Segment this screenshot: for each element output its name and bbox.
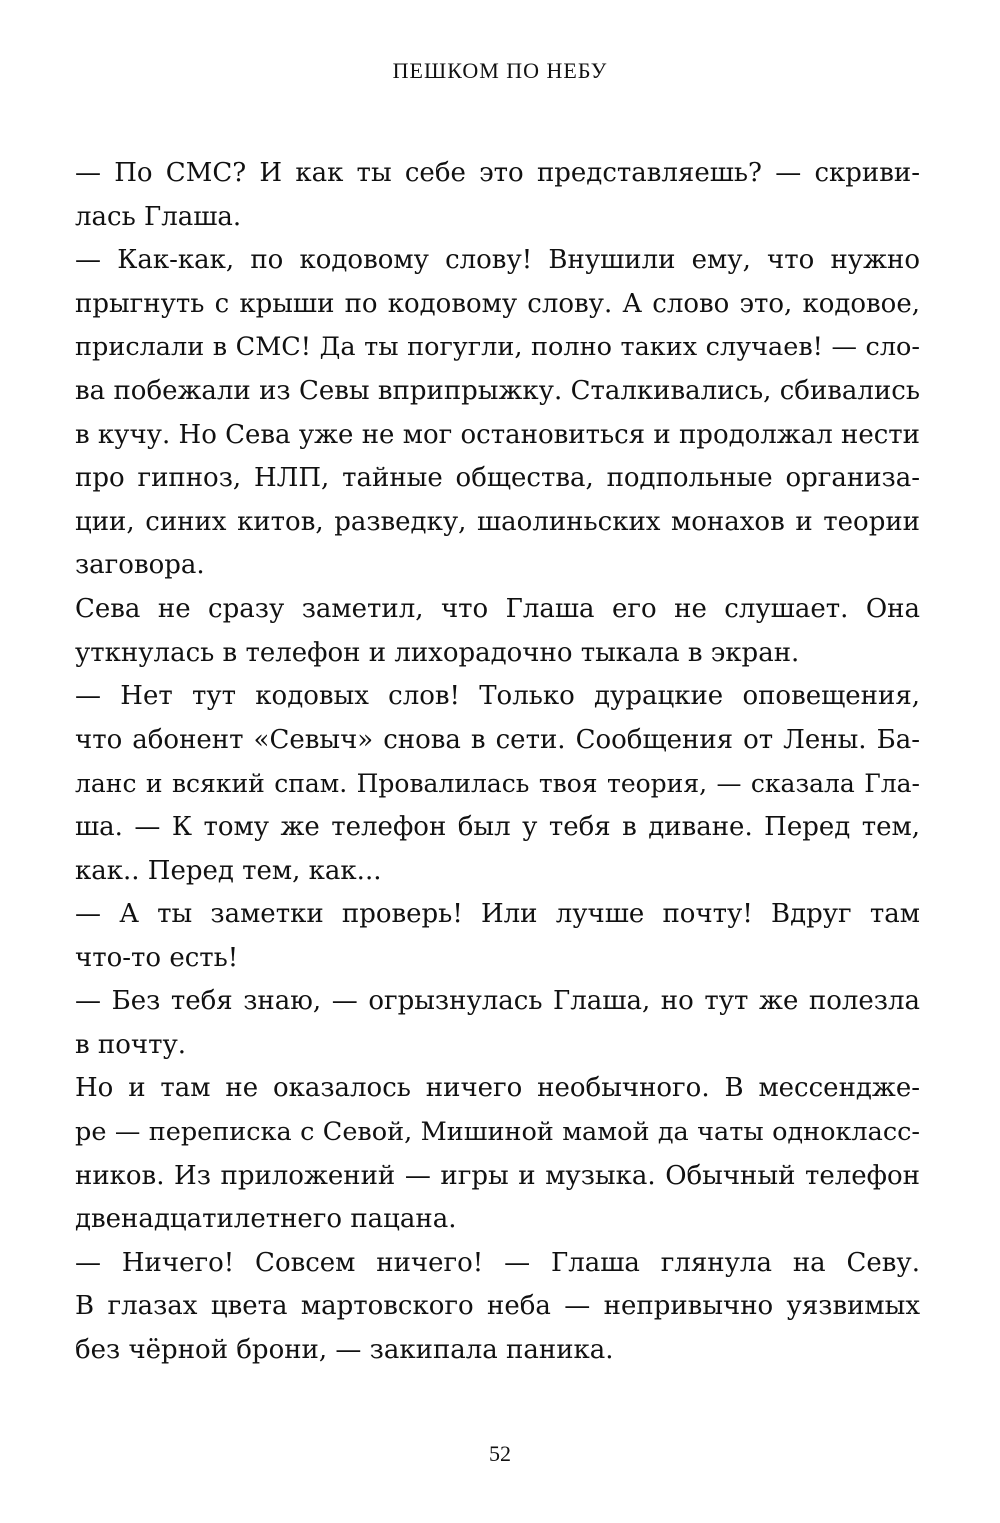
- text-line: — По СМС? И как ты себе это представляешь? — скриви-: [75, 158, 920, 188]
- text-line: ре — переписка с Севой, Мишиной мамой да чаты однокласс-: [75, 1117, 920, 1148]
- text-line: что-то есть!: [75, 942, 239, 973]
- body-text: [75, 152, 920, 1373]
- text-line: уткнулась в телефон и лихорадочно тыкала в экран.: [75, 637, 800, 668]
- text-line: как.. Перед тем, как...: [75, 855, 382, 886]
- text-line: — А ты заметки проверь! Или лучше почту! Вдруг там: [75, 899, 920, 930]
- text-line: — Как-как, по кодовому слову! Внушили ему, что нужно: [75, 245, 920, 276]
- text-line: про гипноз, НЛП, тайные общества, подпольные организа-: [75, 463, 920, 494]
- text-line: лась Глаша.: [75, 201, 242, 232]
- text-line: Но и там не оказалось ничего необычного. В мессендже-: [75, 1073, 920, 1104]
- text-line: — Ничего! Совсем ничего! — Глаша глянула на Севу.: [75, 1247, 920, 1278]
- page-number: 52: [489, 1441, 511, 1466]
- text-line: прислали в СМС! Да ты погугли, полно таких случаев! — сло-: [75, 332, 920, 363]
- text-line: двенадцатилетнего пацана.: [75, 1204, 457, 1235]
- text-line: в кучу. Но Сева уже не мог остановиться и продолжал нести: [75, 419, 920, 450]
- text-line: ва побежали из Севы вприпрыжку. Сталкивались, сбивались: [75, 375, 920, 406]
- text-line: прыгнуть с крыши по кодовому слову. А слово это, кодовое,: [75, 288, 920, 319]
- text-line: в почту.: [75, 1029, 187, 1060]
- text-line: ланс и всякий спам. Провалилась твоя теория, — сказала Гла-: [75, 769, 920, 799]
- running-head: ПЕШКОМ ПО НЕБУ: [392, 58, 608, 83]
- text-line: ша. — К тому же телефон был у тебя в диване. Перед тем,: [75, 811, 920, 842]
- text-line: — Без тебя знаю, — огрызнулась Глаша, но тут же полезла: [75, 986, 920, 1017]
- text-line: — Нет тут кодовых слов! Только дурацкие оповещения,: [75, 681, 920, 712]
- text-line: В глазах цвета мартовского неба — непривычно уязвимых: [75, 1291, 920, 1322]
- text-line: ников. Из приложений — игры и музыка. Обычный телефон: [75, 1160, 920, 1191]
- text-line: без чёрной брони, — закипала паника.: [75, 1335, 614, 1366]
- text-line: ции, синих китов, разведку, шаолиньских монахов и теории: [75, 506, 920, 537]
- text-line: Сева не сразу заметил, что Глаша его не слушает. Она: [75, 593, 920, 624]
- text-line: заговора.: [75, 550, 205, 581]
- text-line: что абонент «Севыч» снова в сети. Сообщения от Лены. Ба-: [75, 724, 920, 755]
